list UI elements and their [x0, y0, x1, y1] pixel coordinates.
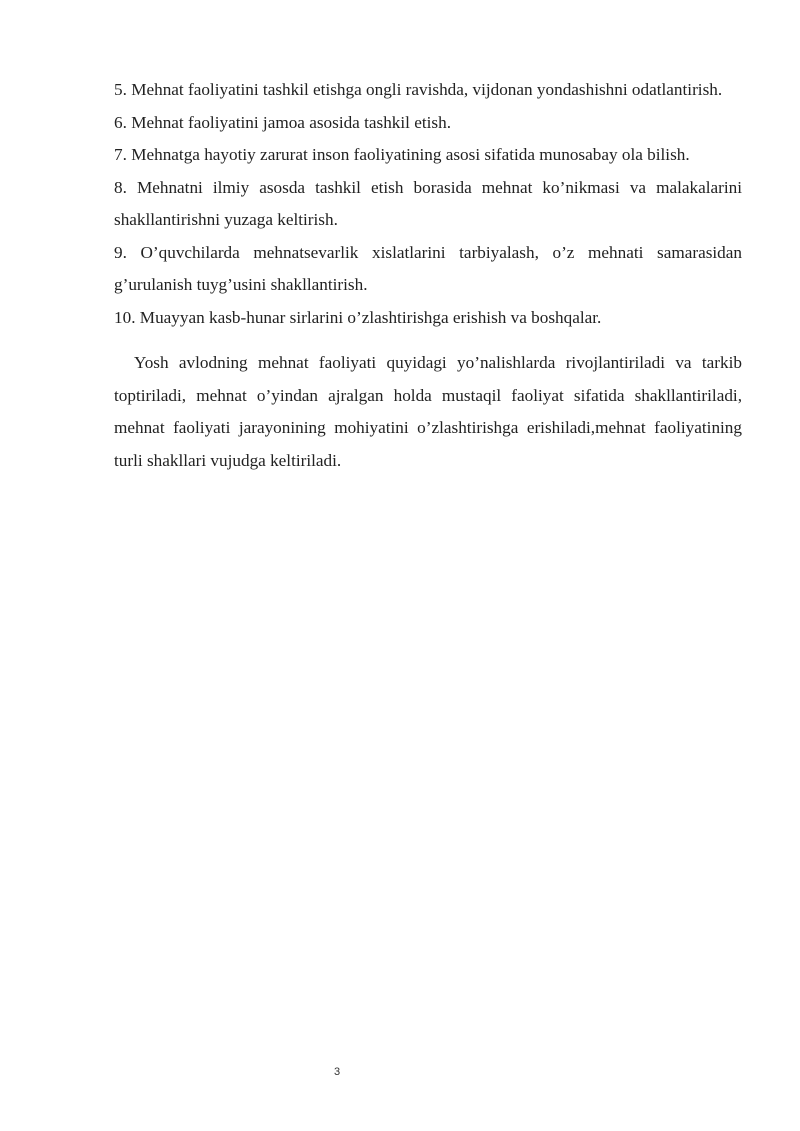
page-number: 3: [333, 1066, 341, 1078]
list-item: 10. Muayyan kasb-hunar sirlarini o’zlashtirishga erishish va boshqalar.: [114, 307, 602, 327]
list-item: 8. Mehnatni ilmiy asosda tashkil etish borasida mehnat ko’nikmasi va malakalarini shakllantirishni yuzaga keltirish.: [114, 177, 742, 229]
list-item: 9. O’quvchilarda mehnatsevarlik xislatlarini tarbiyalash, o’z mehnati samarasidan g’urulanish tuyg’usini shakllantirish.: [114, 242, 742, 294]
list-item: 5. Mehnat faoliyatini tashkil etishga ongli ravishda, vijdonan yondashishni odatlantirish.: [114, 80, 723, 99]
body-paragraph: Yosh avlodning mehnat faoliyati quyidagi yo’nalishlarda rivojlantiriladi va tarkib toptiriladi, mehnat o’yindan ajralgan holda mustaqil faoliyat sifatida shakllantiriladi, mehnat faoliyati jarayonining mohiyatini o’zlashtirishga erishiladi,mehnat faoliyatining turli shakllari vujudga keltiriladi.: [114, 353, 742, 470]
list-item: 7. Mehnatga hayotiy zarurat inson faoliyatining asosi sifatida munosabay ola bilish.: [114, 145, 690, 164]
document-body: [114, 74, 742, 477]
list-item: 6. Mehnat faoliyatini jamoa asosida tashkil etish.: [114, 112, 451, 132]
